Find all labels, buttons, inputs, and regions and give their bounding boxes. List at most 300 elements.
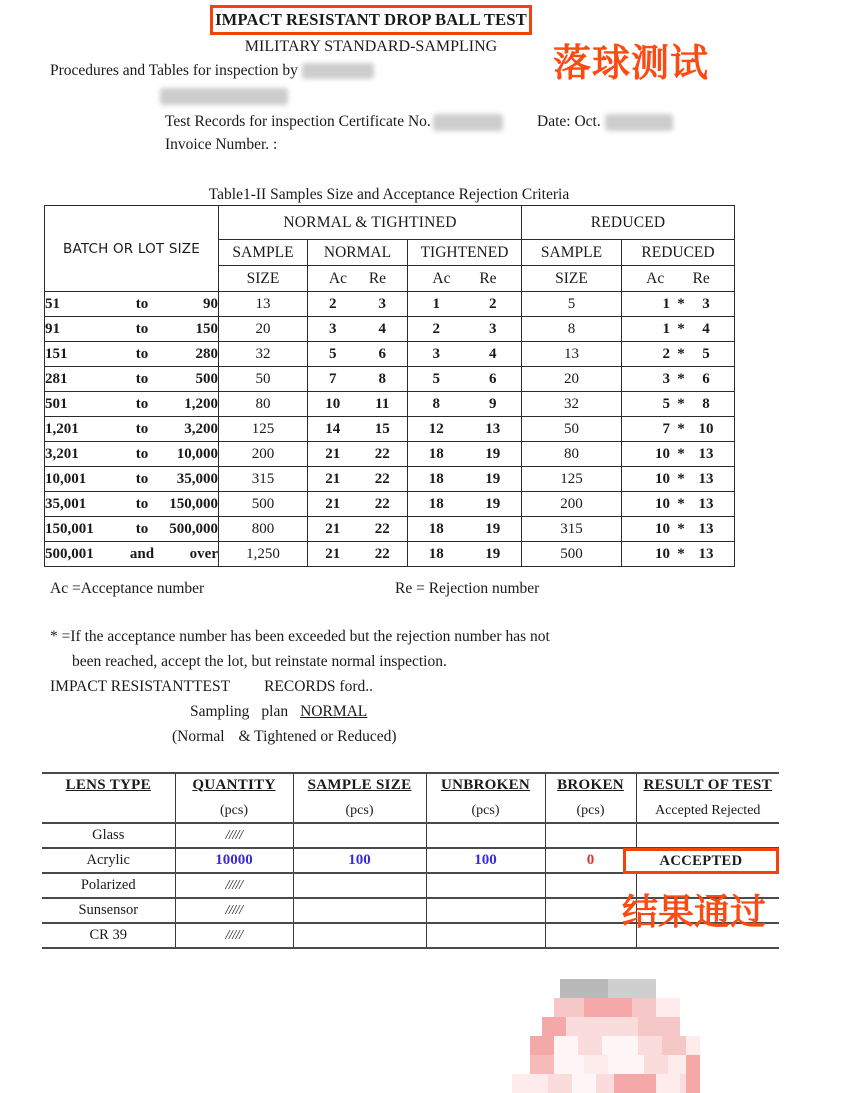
lot-range-high: 500,000	[169, 520, 218, 537]
normal-ac: 21	[325, 470, 341, 487]
tightened-re: 9	[489, 395, 497, 412]
tightened-ac: 5	[432, 370, 440, 387]
paren-rest: & Tightened or Reduced)	[238, 728, 397, 745]
cell-sample-size-normal: 315	[219, 467, 308, 492]
cell-reduced-ac-re	[622, 292, 735, 317]
tightened-ac: 1	[432, 295, 440, 312]
cell-sample-size-reduced: 50	[522, 417, 622, 442]
plan-label: plan	[261, 703, 289, 720]
normal-ac: 2	[329, 295, 337, 312]
tightened-ac: 2	[432, 320, 440, 337]
cell-tightened-ac-re	[408, 292, 522, 317]
cell-tightened-ac-re	[408, 517, 522, 542]
cell-lot-range	[45, 342, 219, 367]
normal-ac: 10	[325, 395, 341, 412]
reduced-re: 13	[698, 470, 714, 487]
note-asterisk-line1: * =If the acceptance number has been exceeded but the rejection number has not	[50, 628, 550, 645]
table-row	[42, 823, 779, 848]
lot-range-low: 51	[45, 295, 60, 312]
th-results-unit-5	[636, 798, 779, 823]
th-batch-or-lot-size: BATCH OR LOT SIZE	[45, 206, 219, 292]
tightened-ac: 3	[432, 345, 440, 362]
asterisk-marker: *	[677, 445, 685, 462]
note-records-line	[50, 678, 373, 696]
lot-range-word: to	[135, 495, 149, 512]
cell-lens-type: Polarized	[42, 873, 175, 898]
cell-lens-type: CR 39	[42, 923, 175, 948]
cell-sample-size-normal: 125	[219, 417, 308, 442]
redaction-inspector-address	[160, 88, 288, 105]
paren-normal: (Normal	[172, 728, 225, 745]
th-results-label-1: QUANTITY	[192, 776, 276, 793]
cell-sample-size-reduced: 8	[522, 317, 622, 342]
table2-top-rule	[42, 772, 779, 774]
cell-tightened-ac-re	[408, 417, 522, 442]
tightened-ac: 12	[428, 420, 444, 437]
table1-caption: Table1-II Samples Size and Acceptance Rejection Criteria	[208, 186, 570, 203]
chinese-annotation-drop-ball-test: 落球测试	[553, 41, 710, 85]
redaction-inspector-name	[302, 63, 374, 79]
note-sampling-line	[190, 703, 367, 721]
table-row	[45, 517, 735, 542]
tightened-ac: 8	[432, 395, 440, 412]
th-results-2	[293, 772, 426, 798]
table2-subheader-row	[42, 798, 779, 823]
cell-unbroken	[426, 848, 545, 873]
cell-lot-range	[45, 542, 219, 567]
lot-range-high: 500	[195, 370, 218, 387]
normal-ac: 14	[325, 420, 341, 437]
th-normal-and-tightened: NORMAL & TIGHTINED	[219, 206, 522, 240]
reduced-re: 13	[698, 495, 714, 512]
table-row	[45, 342, 735, 367]
lot-range-word: to	[135, 345, 149, 362]
th-normal: NORMAL	[308, 240, 408, 266]
reduced-re: 5	[702, 345, 710, 362]
note-records-right: RECORDS ford..	[264, 678, 374, 695]
normal-re: 15	[374, 420, 390, 437]
lot-range-word: to	[135, 420, 149, 437]
cell-tightened-ac-re	[408, 392, 522, 417]
cell-sample-size-reduced: 125	[522, 467, 622, 492]
lot-range-low: 151	[45, 345, 68, 362]
th-tightened-ac: Ac	[432, 269, 451, 287]
cell-sample-size-normal: 20	[219, 317, 308, 342]
page-title: IMPACT RESISTANT DROP BALL TEST	[215, 10, 527, 29]
reduced-re: 10	[698, 420, 714, 437]
lot-range-word: to	[135, 370, 149, 387]
sample-size-value: 100	[348, 852, 371, 868]
cell-sample-size	[293, 923, 426, 948]
cell-sample-size-normal: 13	[219, 292, 308, 317]
quantity-value: /////	[225, 878, 243, 893]
lot-range-word: to	[135, 470, 149, 487]
th-results-4	[545, 772, 636, 798]
table-row	[45, 292, 735, 317]
asterisk-marker: *	[677, 345, 685, 362]
cell-sample-size	[293, 823, 426, 848]
sampling-criteria-table	[44, 205, 735, 567]
cell-reduced-ac-re	[622, 492, 735, 517]
reduced-ac: 2	[662, 345, 670, 362]
date-line	[537, 113, 673, 131]
lot-range-word: to	[135, 445, 149, 462]
cell-reduced-ac-re	[622, 367, 735, 392]
note-re-definition: Re = Rejection number	[395, 580, 540, 597]
th-tightened: TIGHTENED	[408, 240, 522, 266]
cell-sample-size-reduced: 200	[522, 492, 622, 517]
normal-re: 6	[378, 345, 386, 362]
lot-range-high: 150,000	[169, 495, 218, 512]
tightened-re: 4	[489, 345, 497, 362]
reduced-ac: 10	[655, 470, 670, 487]
asterisk-marker: *	[677, 395, 685, 412]
th-results-unit-label-5: Accepted Rejected	[655, 802, 761, 818]
plan-value: NORMAL	[300, 703, 368, 720]
cell-sample-size-normal: 50	[219, 367, 308, 392]
th-results-unit-3	[426, 798, 545, 823]
reduced-re: 8	[702, 395, 710, 412]
lot-range-low: 91	[45, 320, 60, 337]
lot-range-low: 281	[45, 370, 68, 387]
quantity-value: /////	[225, 928, 243, 943]
cell-normal-ac-re	[308, 492, 408, 517]
th-results-label-5: RESULT OF TEST	[643, 776, 772, 793]
cell-quantity	[175, 873, 293, 898]
chinese-annotation-result-passed: 结果通过	[622, 892, 767, 933]
note-records-left: IMPACT RESISTANTTEST	[50, 678, 231, 695]
broken-value: 0	[586, 852, 595, 868]
cell-tightened-ac-re	[408, 342, 522, 367]
normal-ac: 5	[329, 345, 337, 362]
cell-tightened-ac-re	[408, 317, 522, 342]
cell-tightened-ac-re	[408, 467, 522, 492]
lot-range-high: 35,000	[176, 470, 218, 487]
redaction-date-value	[605, 114, 673, 131]
cell-lens-type: Acrylic	[42, 848, 175, 873]
normal-ac: 21	[325, 520, 341, 537]
cell-tightened-ac-re	[408, 542, 522, 567]
quantity-value: 10000	[215, 852, 253, 868]
tightened-re: 2	[489, 295, 497, 312]
cell-normal-ac-re	[308, 317, 408, 342]
cell-sample-size-reduced: 32	[522, 392, 622, 417]
cell-sample-size-normal: 200	[219, 442, 308, 467]
th-reduced-sub: REDUCED	[622, 240, 735, 266]
normal-re: 22	[374, 520, 390, 537]
cell-tightened-ac-re	[408, 367, 522, 392]
th-normal-re: Re	[368, 269, 387, 287]
th-results-unit-label-1: (pcs)	[220, 802, 248, 818]
tightened-ac: 18	[428, 495, 444, 512]
lot-range-high: 1,200	[184, 395, 218, 412]
cell-lot-range	[45, 292, 219, 317]
cell-quantity	[175, 923, 293, 948]
lot-range-low: 150,001	[45, 520, 94, 537]
cell-lens-type: Sunsensor	[42, 898, 175, 923]
th-results-3	[426, 772, 545, 798]
asterisk-marker: *	[677, 370, 685, 387]
asterisk-marker: *	[677, 420, 685, 437]
normal-ac: 21	[325, 445, 341, 462]
lot-range-high: 280	[195, 345, 218, 362]
cell-sample-size	[293, 873, 426, 898]
normal-re: 3	[378, 295, 386, 312]
th-results-unit-4	[545, 798, 636, 823]
tightened-re: 19	[485, 520, 501, 537]
quantity-value: /////	[225, 903, 243, 918]
cell-normal-ac-re	[308, 342, 408, 367]
reduced-re: 4	[702, 320, 710, 337]
title-highlight-box	[210, 5, 532, 35]
cell-sample-size	[293, 848, 426, 873]
cell-lot-range	[45, 517, 219, 542]
cell-sample-size-reduced: 80	[522, 442, 622, 467]
normal-re: 22	[374, 470, 390, 487]
cell-reduced-ac-re	[622, 317, 735, 342]
reduced-ac: 10	[655, 545, 670, 562]
tightened-re: 19	[485, 545, 501, 562]
normal-re: 22	[374, 445, 390, 462]
cell-sample-size-normal: 1,250	[219, 542, 308, 567]
cell-lot-range	[45, 317, 219, 342]
th-results-unit-label-4: (pcs)	[576, 802, 605, 818]
test-records-label: Test Records for inspection Certificate No.	[165, 113, 431, 130]
normal-ac: 7	[329, 370, 337, 387]
lot-range-word: to	[135, 295, 149, 312]
normal-ac: 21	[325, 495, 341, 512]
reduced-ac: 10	[655, 495, 670, 512]
th-results-label-2: SAMPLE SIZE	[307, 776, 412, 793]
cell-normal-ac-re	[308, 517, 408, 542]
tightened-re: 3	[489, 320, 497, 337]
th-sample-size-reduced: SAMPLE	[522, 240, 622, 266]
table-row	[45, 492, 735, 517]
th-sample-size-reduced-line2: SIZE	[522, 266, 622, 292]
cell-reduced-ac-re	[622, 467, 735, 492]
th-sample-size-normal: SAMPLE	[219, 240, 308, 266]
cell-unbroken	[426, 873, 545, 898]
cell-normal-ac-re	[308, 367, 408, 392]
lot-range-high: 10,000	[176, 445, 218, 462]
reduced-re: 13	[698, 445, 714, 462]
quantity-value: /////	[225, 828, 243, 843]
reduced-ac: 3	[662, 370, 670, 387]
reduced-re: 13	[698, 520, 714, 537]
reduced-ac: 10	[655, 520, 670, 537]
th-reduced: REDUCED	[522, 206, 735, 240]
cell-reduced-ac-re	[622, 542, 735, 567]
company-stamp-blurred	[512, 975, 697, 1090]
asterisk-marker: *	[677, 320, 685, 337]
cell-tightened-ac-re	[408, 492, 522, 517]
th-results-label-3: UNBROKEN	[440, 776, 531, 793]
cell-normal-ac-re	[308, 542, 408, 567]
cell-sample-size-reduced: 315	[522, 517, 622, 542]
lot-range-low: 35,001	[45, 495, 87, 512]
document-subtitle: MILITARY STANDARD-SAMPLING	[244, 38, 498, 55]
lot-range-word: to	[135, 520, 149, 537]
th-results-0	[42, 772, 175, 798]
cell-result-of-test	[636, 823, 779, 848]
reduced-ac: 1	[662, 320, 670, 337]
procedures-label: Procedures and Tables for inspection by	[50, 62, 298, 79]
accepted-highlight-box	[623, 848, 779, 874]
lot-range-high: 3,200	[184, 420, 218, 437]
cell-lot-range	[45, 367, 219, 392]
cell-broken	[545, 823, 636, 848]
cell-unbroken	[426, 923, 545, 948]
cell-sample-size-reduced: 20	[522, 367, 622, 392]
tightened-ac: 18	[428, 445, 444, 462]
reduced-re: 3	[702, 295, 710, 312]
tightened-re: 6	[489, 370, 497, 387]
tightened-re: 19	[485, 495, 501, 512]
note-asterisk-line2: been reached, accept the lot, but reinstate normal inspection.	[72, 653, 447, 670]
cell-reduced-ac-re	[622, 442, 735, 467]
th-results-unit-1	[175, 798, 293, 823]
cell-lot-range	[45, 392, 219, 417]
cell-quantity	[175, 848, 293, 873]
note-ac-definition: Ac =Acceptance number	[50, 580, 205, 597]
lot-range-high: 150	[195, 320, 218, 337]
cell-reduced-ac-re	[622, 417, 735, 442]
table-row	[45, 467, 735, 492]
table1-wrapper	[44, 205, 734, 567]
table1-head	[45, 206, 735, 292]
cell-reduced-ac-re	[622, 342, 735, 367]
table-row	[45, 367, 735, 392]
cell-quantity	[175, 898, 293, 923]
date-label: Date: Oct.	[537, 113, 601, 130]
cell-normal-ac-re	[308, 292, 408, 317]
normal-re: 22	[374, 545, 390, 562]
cell-reduced-ac-re	[622, 517, 735, 542]
lot-range-high: 90	[203, 295, 218, 312]
lot-range-high: over	[189, 545, 218, 562]
redaction-certificate-no	[433, 114, 503, 131]
lot-range-low: 501	[45, 395, 68, 412]
tightened-re: 19	[485, 445, 501, 462]
test-records-line	[165, 113, 503, 131]
reduced-ac: 1	[662, 295, 670, 312]
normal-re: 11	[375, 395, 390, 412]
th-reduced-re: Re	[692, 269, 710, 287]
table1-body	[45, 292, 735, 567]
normal-ac: 21	[325, 545, 341, 562]
th-normal-ac: Ac	[328, 269, 347, 287]
asterisk-marker: *	[677, 470, 685, 487]
cell-sample-size-normal: 500	[219, 492, 308, 517]
lot-range-word: and	[129, 545, 155, 562]
asterisk-marker: *	[677, 295, 685, 312]
asterisk-marker: *	[677, 545, 685, 562]
asterisk-marker: *	[677, 520, 685, 537]
cell-lot-range	[45, 442, 219, 467]
table-row	[45, 392, 735, 417]
th-results-unit-label-3: (pcs)	[471, 802, 500, 818]
lot-range-low: 500,001	[45, 545, 94, 562]
th-results-unit-2	[293, 798, 426, 823]
reduced-ac: 7	[662, 420, 670, 437]
cell-normal-ac-re	[308, 442, 408, 467]
cell-lens-type: Glass	[42, 823, 175, 848]
normal-ac: 3	[329, 320, 337, 337]
normal-re: 8	[378, 370, 386, 387]
tightened-ac: 18	[428, 470, 444, 487]
lot-range-word: to	[135, 395, 149, 412]
reduced-re: 6	[702, 370, 710, 387]
lot-range-low: 10,001	[45, 470, 87, 487]
note-paren-line	[172, 728, 397, 746]
cell-sample-size-reduced: 13	[522, 342, 622, 367]
tightened-ac: 18	[428, 545, 444, 562]
cell-sample-size-reduced: 5	[522, 292, 622, 317]
cell-sample-size-reduced: 500	[522, 542, 622, 567]
cell-lot-range	[45, 492, 219, 517]
table-row	[45, 542, 735, 567]
cell-unbroken	[426, 898, 545, 923]
cell-sample-size-normal: 800	[219, 517, 308, 542]
accepted-label: ACCEPTED	[659, 852, 743, 869]
th-tightened-re: Re	[479, 269, 497, 287]
invoice-number-line: Invoice Number. :	[165, 136, 278, 153]
cell-sample-size-normal: 32	[219, 342, 308, 367]
th-results-1	[175, 772, 293, 798]
th-sample-size-normal-line2: SIZE	[219, 266, 308, 292]
table2-header-row	[42, 772, 779, 798]
cell-sample-size-normal: 80	[219, 392, 308, 417]
cell-sample-size	[293, 898, 426, 923]
cell-unbroken	[426, 823, 545, 848]
cell-lot-range	[45, 417, 219, 442]
lot-range-word: to	[135, 320, 149, 337]
th-reduced-ac-re	[622, 266, 735, 292]
table-row	[45, 317, 735, 342]
th-normal-ac-re	[308, 266, 408, 292]
th-results-label-4: BROKEN	[557, 776, 624, 793]
table-row	[45, 442, 735, 467]
asterisk-marker: *	[677, 495, 685, 512]
th-results-label-0: LENS TYPE	[65, 776, 151, 793]
cell-tightened-ac-re	[408, 442, 522, 467]
tightened-re: 19	[485, 470, 501, 487]
lot-range-low: 1,201	[45, 420, 79, 437]
cell-normal-ac-re	[308, 417, 408, 442]
reduced-ac: 10	[655, 445, 670, 462]
cell-normal-ac-re	[308, 467, 408, 492]
lot-range-low: 3,201	[45, 445, 79, 462]
unbroken-value: 100	[474, 852, 497, 868]
th-reduced-ac: Ac	[646, 269, 665, 287]
tightened-re: 13	[485, 420, 501, 437]
th-results-unit-label-2: (pcs)	[345, 802, 374, 818]
tightened-ac: 18	[428, 520, 444, 537]
th-results-unit-0	[42, 798, 175, 823]
procedures-line	[50, 62, 374, 80]
cell-lot-range	[45, 467, 219, 492]
th-results-5	[636, 772, 779, 798]
sampling-label: Sampling	[190, 703, 250, 720]
th-tightened-ac-re	[408, 266, 522, 292]
table-row	[45, 417, 735, 442]
reduced-ac: 5	[662, 395, 670, 412]
cell-reduced-ac-re	[622, 392, 735, 417]
normal-re: 22	[374, 495, 390, 512]
cell-quantity	[175, 823, 293, 848]
normal-re: 4	[378, 320, 386, 337]
reduced-re: 13	[698, 545, 714, 562]
